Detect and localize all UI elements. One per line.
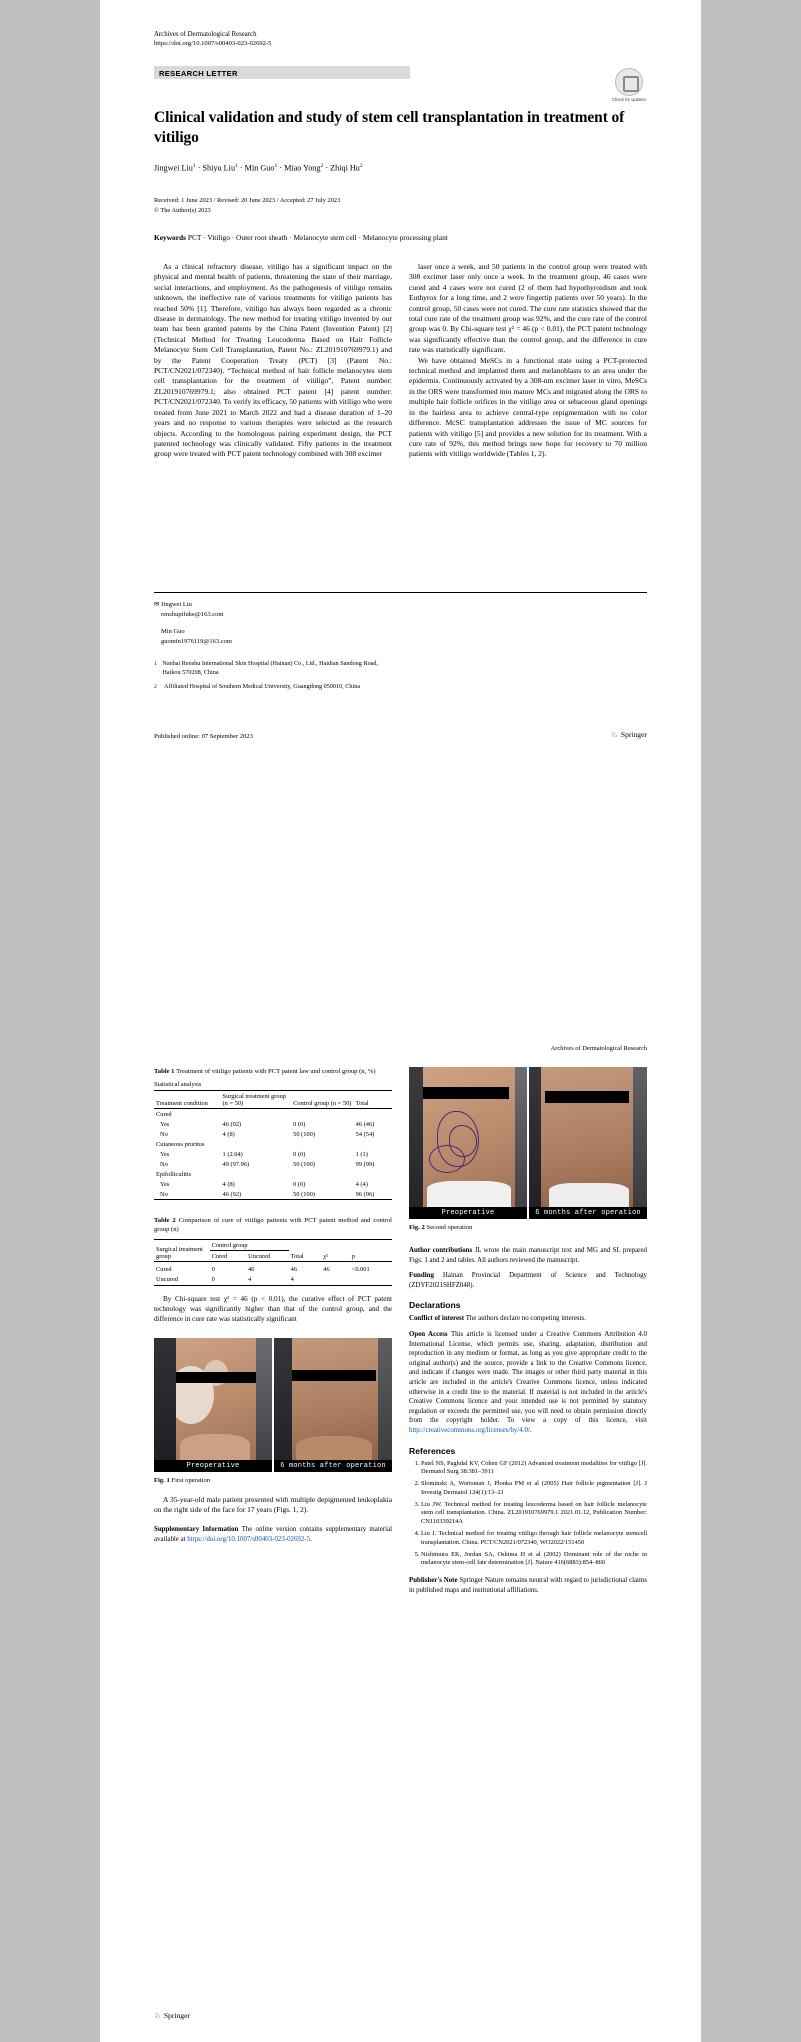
paragraph: As a clinical refractory disease, vitiligo has a significant impact on the physical and mental health of patients, threatening the state of their marriage, social interactions, and employment. As the pathogenesis of vitiligo remains unknown, the ineffective rate of various treatments for vitiligo patients has reached 50% [1]. Therefore, vitiligo has always been regarded as a chronic disease in dermatology. The new method for treating vitiligo invented by our team has been granted patents by the China Patent (Invention Patent) [2] (Technical Method for Treating Leucoderma Based on Hair Follicle Melanocyte Stem Cell Transplantation, Patent No.: ZL201910769979.1) and by the Patent Cooperation Treaty (PCT) [3] (Patent No.: PCT/CN2021/072340). “Technical method of hair follicle melanocytes stem cell transplantation for the treatment of vitiligo”, Patent number: ZL201910769979.1; also obtained PCT patent [4] patent number: PCT/CN2021/072340. To verify its efficacy, 50 patients with vitiligo who were treated from June 2021 to March 2022 and had a disease duration of 1–20 years and no response to various therapies were selected as the research objects. According to the homologous pairing experiment design, the PCT patented technology was clinically validated. Fifty patients in the treatment group were treated with PCT patent technology combined with 308 excimer [154, 262, 392, 459]
cell: 4 (4) [355, 1180, 368, 1188]
open-access [409, 1330, 647, 1436]
correspondence-block [154, 600, 392, 646]
author-list: Jingwei Liu$^1$ · Shiyu Liu$^1$ · Min Guo$^1$ · Miao Yong$^2$ · Zhiqi Hu$^2$ [154, 163, 363, 173]
table2-note [154, 1294, 392, 1324]
cell: 50 (100) [293, 1130, 315, 1138]
table1-group-label: Epifolliculitis [156, 1170, 192, 1178]
table2-header-row-top [154, 1240, 392, 1251]
cell: Yes [160, 1180, 170, 1188]
coi-label: Conflict of interest [409, 1315, 464, 1323]
body-column-right [409, 262, 647, 460]
figure-1-caption-text: First operation [171, 1476, 211, 1484]
table2-col-header: Surgical treatment group [156, 1245, 203, 1260]
figure-2-panel-label: 6 months after operation [529, 1207, 647, 1219]
reference-item: 5. Nishimura EK, Jordan SA, Oshima H et al (2002) Dominant role of the niche in melanocyte stem-cell fate determination [J]. Nature 416(6883):854–860 [421, 1551, 647, 1569]
cell: 50 (100) [293, 1190, 315, 1198]
declarations-body [409, 1314, 647, 1435]
cell: Cured [156, 1266, 172, 1273]
table2-col-header: Total [290, 1252, 304, 1260]
table-row [154, 1179, 392, 1189]
coi-text: The authors declare no competing interests. [465, 1315, 586, 1323]
figure-2-panel-postoperative [529, 1067, 647, 1219]
references-list [409, 1460, 647, 1569]
table-row [154, 1119, 392, 1129]
references-heading: References [409, 1445, 456, 1456]
table1-col-header: Treatment condition [156, 1099, 208, 1107]
cell: 0 (0) [293, 1120, 306, 1128]
figure-1-panels [154, 1338, 392, 1472]
cell: 96 (96) [355, 1190, 375, 1198]
table1-col-header: Total [355, 1099, 369, 1107]
cell: 1 (2.04) [222, 1150, 243, 1158]
publisher-note-label: Publisher's Note [409, 1577, 458, 1585]
cell: 4 (8) [222, 1130, 235, 1138]
table2 [154, 1239, 392, 1286]
author-name: Min Guo [161, 628, 185, 635]
table-row [154, 1275, 392, 1286]
figure-1-note [154, 1495, 392, 1515]
open-access-text: This article is licensed under a Creative Commons Attribution 4.0 International License, which permits use, sharing, adaptation, distribution and reproduction in any medium or format, as long as you give appropriate credit to the original author(s) and the source, provide a link to the Creative Commons licence, and indicate if changes were made. The images or other third party material in this article are included in the article's Creative Commons licence, unless indicated otherwise in a credit line to the material. If material is not included in the article's Creative Commons licence and your intended use is not permitted by statutory regulation or exceeds the permitted use, you will need to obtain permission directly from the copyright holder. To view a copy of this licence, visit [409, 1330, 647, 1425]
cell: 46 (46) [355, 1120, 375, 1128]
affiliation-number: 2 [154, 684, 157, 691]
funding-text: Hainan Provincial Department of Science and Technology (ZDYF2021SHFZ048). [409, 1272, 647, 1289]
springer-mark-icon: ♘ [154, 2011, 161, 2020]
cell: 0 (0) [293, 1150, 306, 1158]
open-access-link[interactable]: http://creativecommons.org/licenses/by/4.0/ [409, 1426, 530, 1434]
author-contributions [409, 1246, 647, 1265]
springer-label: Springer [620, 730, 647, 739]
cell: 46 (92) [222, 1120, 242, 1128]
cell: Yes [160, 1120, 170, 1128]
paragraph [409, 1576, 647, 1595]
cell [350, 1275, 392, 1286]
table1-col-header: Control group (n = 50) [293, 1099, 352, 1107]
figure-2-panels [409, 1067, 647, 1219]
affiliations-block [154, 660, 392, 698]
cell: 4 [290, 1276, 294, 1283]
figure-2-caption-text: Second operation [426, 1224, 473, 1231]
paragraph: laser once a week, and 50 patients in the control group were treated with 308 excimer laser only once a week. In the treatment group, 46 cases were cured and 4 cases were not cured (2 of them had hypothyroidism and took Euthyrox for a long time, and 2 were fingertip patients over 50 years). In the control group, 50 cases were not cured. The cure rate statistics showed that the total cure rate of the treatment group was 92%, and the cure rate of the control group was 0. By Chi-square test χ² = 46 (p < 0.01), the PCT patent technology was significantly effective than the control group, and the difference in cure rate was statistically significant. [409, 262, 647, 355]
keywords-block [154, 232, 647, 243]
figure-1-panel-preoperative [154, 1338, 272, 1472]
cell: Yes [160, 1150, 170, 1158]
table1-subtitle: Statistical analysis [154, 1081, 202, 1088]
author-email[interactable]: guomin1976119@163.com [161, 637, 232, 645]
corresponding-author-email[interactable]: renshupifuke@163.com [161, 610, 224, 618]
table2-col-header: Control group [210, 1240, 289, 1251]
table1 [154, 1090, 392, 1200]
paragraph [154, 1525, 392, 1544]
received-revised-accepted: Received: 1 June 2023 / Revised: 20 June 2023 / Accepted: 27 July 2023 [154, 197, 341, 204]
open-access-label: Open Access [409, 1330, 448, 1338]
crossmark-label: Check for updates [612, 97, 646, 102]
supplementary-label: Supplementary Information [154, 1525, 239, 1533]
copyright-line: © The Author(s) 2023 [154, 206, 211, 214]
cell: No [160, 1130, 168, 1138]
table1-group-label-row [154, 1169, 392, 1179]
table-row [154, 1189, 392, 1200]
table1-label: Table 1 [154, 1068, 175, 1075]
article-type-label: RESEARCH LETTER [159, 68, 238, 78]
open-access-tail: . [529, 1426, 532, 1434]
page2-column-right [409, 1067, 647, 1601]
conflict-of-interest [409, 1314, 647, 1324]
cell: 4 [248, 1276, 252, 1283]
springer-mark-icon: ♘ [611, 730, 618, 739]
keywords-value: PCT · Vitiligo · Outer root sheath · Melanocyte stem cell · Melanocyte processing plant [187, 233, 448, 242]
supplementary-text: The online version contains supplementary material available at [154, 1525, 392, 1543]
cell: 46 [290, 1266, 298, 1273]
table2-caption-text: Comparison of cure of vitiligo patients with PCT patent method and control group (n) [154, 1217, 392, 1233]
affiliation-item [154, 683, 392, 692]
reference-item: 4. Liu J. Technical method for treating vitiligo through hair follicle melanocyte stemcell transplantation. China. PCT/CN2021/072340, WO2022/151450 [421, 1530, 647, 1548]
cell: 50 (100) [293, 1160, 315, 1168]
page-1 [100, 0, 701, 1021]
supplementary-link[interactable]: https://doi.org/10.1007/s00403-023-02692-5 [187, 1535, 311, 1543]
running-head: Archives of Dermatological Research [550, 1045, 647, 1052]
table1-group-label-row [154, 1139, 392, 1149]
publisher-note [409, 1576, 647, 1595]
page-title: Clinical validation and study of stem cell transplantation in treatment of vitiligo [154, 109, 625, 146]
table-row [154, 1129, 392, 1139]
table-row [154, 1159, 392, 1169]
figure-1-panel-label: Preoperative [154, 1460, 272, 1472]
page2-column-left [154, 1067, 392, 1601]
table1-group-label: Cured [156, 1110, 172, 1118]
published-online: Published online: 07 September 2023 [154, 733, 253, 740]
reference-item: 3. Liu JW. Technical method for treating leucoderma based on hair follicle melanocyte stem cell transplantation. China. ZL201910769979.1 2021.01.12, Publication Number: CN110339214A [421, 1501, 647, 1527]
journal-name: Archives of Dermatological Research [154, 31, 257, 38]
cell: 0 [211, 1266, 215, 1273]
declarations-heading: Declarations [409, 1300, 461, 1311]
table-row [154, 1149, 392, 1159]
cell: 54 (54) [355, 1130, 375, 1138]
figure-2-panel-label: Preoperative [409, 1207, 527, 1219]
table1-group-label-row [154, 1109, 392, 1120]
table2-col-header: χ² [323, 1252, 329, 1260]
cell: 99 (99) [355, 1160, 375, 1168]
crossmark-badge[interactable] [611, 68, 647, 104]
figure-1 [154, 1338, 392, 1485]
affiliation-number: 1 [154, 661, 157, 667]
body-columns [154, 262, 647, 460]
figure-2-label: Fig. 2 [409, 1224, 425, 1231]
publisher-note-text: Springer Nature remains neutral with regard to jurisdictional claims in published maps and institutional affiliations. [409, 1577, 647, 1594]
publication-dates [154, 196, 647, 215]
journal-header [154, 30, 271, 48]
affiliation-text: Nanhai Renshu International Skin Hospital (Hainan) Co., Ltd., Haidian Sandong Road, Haikou 570208, China [162, 660, 379, 676]
divider [154, 592, 647, 593]
article-type-banner [154, 66, 410, 79]
table1-header-row [154, 1091, 392, 1109]
backmatter [409, 1246, 647, 1290]
table2-sub-header: Uncured [248, 1252, 271, 1260]
author-contributions-label: Author contributions [409, 1247, 473, 1254]
corresponding-author-name: Jingwei Liu [161, 601, 192, 608]
table2-sub-header: Cured [211, 1252, 228, 1260]
table-row [154, 1262, 392, 1275]
table1-group-label: Cutaneous pruritus [156, 1140, 205, 1148]
figure-1-panel-postoperative [274, 1338, 392, 1472]
spacer [154, 627, 161, 646]
funding [409, 1271, 647, 1290]
affiliation-item [154, 660, 392, 677]
figure-1-panel-label: 6 months after operation [274, 1460, 392, 1472]
cell: No [160, 1190, 168, 1198]
page2-columns [154, 1067, 647, 1601]
cell: 0 [211, 1276, 215, 1283]
doi-line: https://doi.org/10.1007/s00403-023-02692-5 [154, 40, 272, 47]
paragraph: By Chi-square test χ² = 46 (p < 0.01), the curative effect of PCT patent technology was significantly higher than that of the control group, and the difference in cure rate was statistically significant [154, 1294, 392, 1323]
springer-logo-2 [154, 2011, 190, 2020]
keywords-label: Keywords [154, 233, 187, 242]
cell: 4 (8) [222, 1180, 235, 1188]
cell: No [160, 1160, 168, 1168]
crossmark-icon [615, 68, 643, 96]
figure-1-label: Fig. 1 [154, 1476, 170, 1484]
cell: 0 (0) [293, 1180, 306, 1188]
supplementary-information [154, 1525, 392, 1544]
page-2 [100, 1021, 701, 2042]
figure-2-panel-preoperative [409, 1067, 527, 1219]
cell: <0.001 [351, 1266, 370, 1273]
paragraph: A 35-year-old male patient presented with multiple depigmented leukoplakia on the right side of the face for 17 years (Figs. 1, 2). [154, 1494, 392, 1514]
table2-col-header: p [351, 1252, 355, 1260]
cell: 46 [248, 1266, 255, 1273]
author-contributions-text: JL wrote the main manuscript text and MG and SL prepared Figs. 1 and 2 and tables. All authors reviewed the manuscript. [409, 1247, 647, 1264]
cell [321, 1275, 349, 1286]
table1-caption-text: Treatment of vitiligo patients with PCT patent law and control group (n, %) [176, 1068, 376, 1075]
cell: 46 (92) [222, 1190, 242, 1198]
envelope-icon: ✉ [154, 601, 160, 608]
cell: 49 (97.96) [222, 1160, 250, 1168]
table1-caption [154, 1067, 392, 1076]
figure-2-caption [409, 1223, 647, 1232]
cell: Uncured [156, 1276, 179, 1283]
springer-label: Springer [163, 2011, 190, 2020]
cell: 46 [323, 1266, 330, 1273]
reference-item: 2. Slominski A, Wortsman J, Plonka PM et al (2005) Hair follicle pigmentation [J]. J Investig Dermatol 124(1):13–21 [421, 1480, 647, 1498]
paragraph: We have obtained MeSCs in a functional state using a PCT-protected technical method and implanted them and melanoblasts to an area under the epidermis. Continuously activated by a 308-nm excimer laser in vitro, MeSCs in the ORS were transformed into mature MCs and migrated along the ORS to multiple hair follicle orifices in the vitiligo area or sebaceous gland openings in the hairless area to achieve central-type repigmentation with no color difference. McSC transplantation addresses the issue of MC sources for patients with vitiligo [5] and provides a new solution for its treatment. With a cure rate of 92%, this method brings new hope for recovery to 70 million patients with vitiligo worldwide (Tables 1, 2). [409, 355, 647, 459]
table1-col-header: Surgical treatment group (n = 50) [222, 1092, 286, 1107]
reference-item: 1. Patel NS, Paghdal KV, Cohen GF (2012) Advanced treatment modalities for vitiligo [J]. Dermatol Surg 38:381–3911 [421, 1460, 647, 1478]
table2-label: Table 2 [154, 1217, 176, 1224]
funding-label: Funding [409, 1272, 434, 1280]
figure-1-caption [154, 1476, 392, 1485]
body-column-left [154, 262, 392, 460]
table2-caption [154, 1216, 392, 1234]
supplementary-tail: . [310, 1535, 312, 1543]
figure-2 [409, 1067, 647, 1232]
springer-logo-1 [611, 730, 647, 739]
cell: 1 (1) [355, 1150, 368, 1158]
affiliation-text: Affiliated Hospital of Southern Medical University, Guangdong 050010, China [164, 683, 361, 691]
